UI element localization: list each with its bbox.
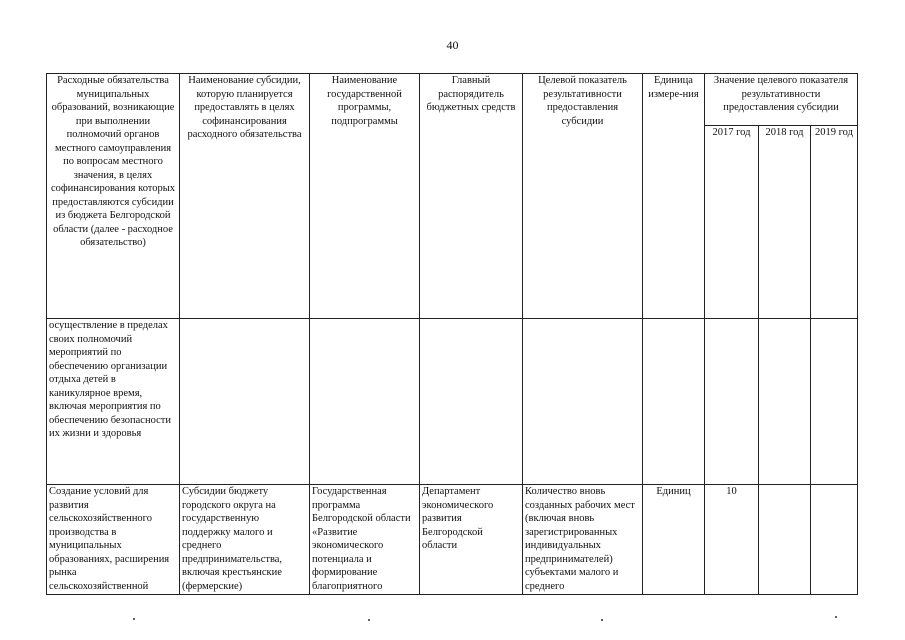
- row1-program: [310, 319, 420, 485]
- row2-obligation: Создание условий для развития сельскохозяйственного производства в муниципальных образованиях, расширения рынка сельскохозяйственной: [49, 486, 170, 592]
- row1-obligation: осуществление в пределах своих полномочий мероприятий по обеспечению организации отдыха детей в каникулярное время, включая мероприятия по обеспечению безопасности их жизни и здоровья: [47, 319, 180, 485]
- header-program-name: Наименование государственной программы, подпрограммы: [310, 74, 420, 319]
- scan-dot: [835, 616, 837, 618]
- row2-value-2018: [759, 485, 811, 595]
- row2-indicator: Количество вновь созданных рабочих мест (включая вновь зарегистрированных индивидуальных предпринимателей) субъектами малого и среднего: [525, 486, 635, 592]
- header-target-indicator: Целевой показатель результативности предоставления субсидии: [523, 74, 643, 319]
- row2-unit: Единиц: [656, 486, 691, 497]
- scan-dot: [368, 619, 370, 621]
- header-year-2017: 2017 год: [705, 126, 759, 319]
- row2-subsidy: Субсидии бюджету городского округа на государственную поддержку малого и среднего предпринимательства, включая крестьянские (фермерские): [182, 486, 283, 592]
- scan-dot: [601, 619, 603, 621]
- table-row: [47, 485, 858, 595]
- scan-artifacts: [0, 612, 905, 622]
- header-indicator-value: Значение целевого показателя результативности предоставления субсидии: [705, 74, 858, 126]
- subsidy-table: [46, 73, 858, 595]
- row2-value-2019: [811, 485, 858, 595]
- row1-value-2018: [759, 319, 811, 485]
- row1-value-2019: [811, 319, 858, 485]
- header-budget-administrator: Главный распорядитель бюджетных средств: [420, 74, 523, 319]
- row2-value-2017: 10: [726, 486, 737, 497]
- row2-administrator: Департамент экономического развития Белгородской области: [422, 486, 494, 551]
- header-unit: Единица измере-ния: [643, 74, 705, 319]
- row1-unit: [643, 319, 705, 485]
- row1-value-2017: [705, 319, 759, 485]
- row1-indicator: [523, 319, 643, 485]
- row2-program: Государственная программа Белгородской области «Развитие экономического потенциала и формирование благоприятного: [312, 486, 411, 592]
- page-number: 40: [446, 38, 459, 52]
- scan-dot: [133, 618, 135, 620]
- table-row: [47, 319, 858, 485]
- header-year-2018: 2018 год: [759, 126, 811, 319]
- header-year-2019: 2019 год: [811, 126, 858, 319]
- header-subsidy-name: Наименование субсидии, которую планируется предоставлять в целях софинансирования расходного обязательства: [180, 74, 310, 319]
- row1-subsidy: [180, 319, 310, 485]
- header-expenditure-obligations: Расходные обязательства муниципальных образований, возникающие при выполнении полномочий органов местного самоуправления по вопросам местного значения, в целях софинансирования которых предоставляются субсидии из бюджета Белгородской области (далее - расходное обязательство): [47, 74, 180, 319]
- row1-administrator: [420, 319, 523, 485]
